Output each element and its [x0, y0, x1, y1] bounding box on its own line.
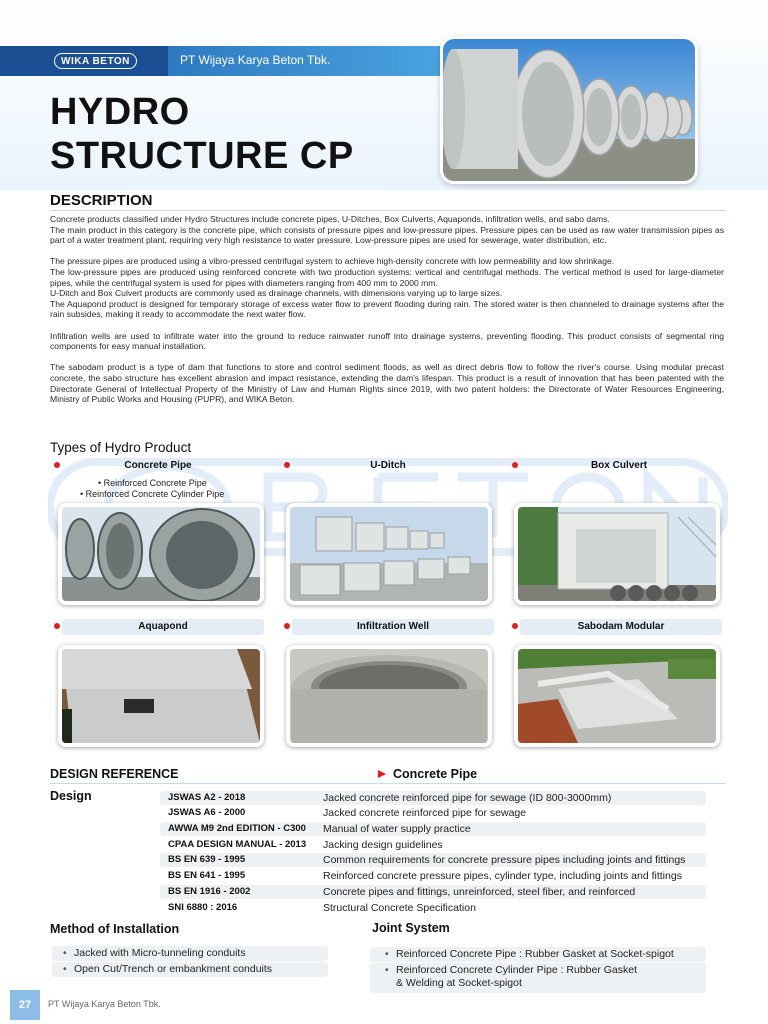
description-text: [50, 214, 724, 415]
description-sentence: Concrete products classified under Hydro Structures include concrete pipes, U-Ditches, Box Culverts, Aquaponds, infiltration wells, and sabo dams.: [50, 214, 610, 224]
title-line-2: STRUCTURE CP: [50, 135, 354, 177]
design-reference-heading: DESIGN REFERENCE: [50, 767, 179, 781]
list-item: • Reinforced Concrete Cylinder Pipe: [80, 489, 225, 499]
description-sentence: U-Ditch and Box Culvert products are commonly used as drainage channels, with dimensions varying up to large sizes.: [50, 288, 503, 299]
type-label-sabodam-modular: Sabodam Modular: [520, 619, 722, 635]
list-item: • Jacked with Micro-tunneling conduits: [74, 947, 246, 960]
section-divider: [50, 783, 726, 784]
title-line-1: HYDRO: [50, 91, 190, 133]
company-name: PT Wijaya Karya Beton Tbk.: [180, 53, 331, 67]
list-item: • Open Cut/Trench or embankment conduits: [74, 963, 272, 976]
description-paragraph: [50, 331, 724, 352]
red-bullet-icon: [512, 623, 518, 629]
footer-company: PT Wijaya Karya Beton Tbk.: [48, 999, 161, 1009]
description-sentence: The sabodam product is a type of dam that functions to store and control sediment floods, as well as direct debris flow to follow the river's course. Using modular precast concrete, the sabo structure has excellent abrasion and impact resistance, extending the dam's lifespan. This product is a result of innovation that has been patented with the Directorate General of Intellectual Property of the Ministry of Law and Human Rights since 2019, with two patent holders: the Directorate of Water Resources Engineering, Ministry of Public Works and Housing (PUPR), and WIKA Beton.: [50, 362, 724, 405]
reference-code: CPAA DESIGN MANUAL - 2013: [168, 839, 307, 850]
type-label-infiltration-well: Infiltration Well: [292, 619, 494, 635]
description-heading: DESCRIPTION: [50, 192, 153, 209]
joint-line: & Welding at Socket-spigot: [396, 977, 522, 989]
list-item: • Reinforced Concrete Pipe : Rubber Gasket at Socket-spigot: [396, 948, 674, 961]
reference-description: Jacking design guidelines: [323, 839, 443, 851]
description-paragraph: [50, 362, 724, 404]
type-label-concrete-pipe: Concrete Pipe: [124, 460, 192, 471]
reference-description: Structural Concrete Specification: [323, 902, 476, 914]
reference-description: Jacked concrete reinforced pipe for sewage: [323, 807, 527, 819]
image-concrete-pipe: [58, 503, 264, 605]
type-label-u-ditch: U-Ditch: [370, 460, 406, 471]
reference-description: Jacked concrete reinforced pipe for sewage (ID 800-3000mm): [323, 792, 612, 804]
page-title: [50, 90, 354, 178]
description-sentence: Infiltration wells are used to infiltrate water into the ground to reduce rainwater runoff into drainage systems, preventing flooding. This product consists of segmental ring components for easy manual installation.: [50, 330, 724, 352]
sublist-text: Reinforced Concrete Pipe: [103, 478, 207, 488]
design-label: Design: [50, 789, 92, 803]
image-box-culvert: [514, 503, 720, 605]
list-item: [396, 964, 637, 990]
description-paragraph: [50, 256, 724, 320]
red-bullet-icon: [284, 623, 290, 629]
sublist-text: Reinforced Concrete Cylinder Pipe: [85, 489, 225, 499]
type-label-box-culvert: Box Culvert: [590, 460, 648, 471]
reference-code: JSWAS A6 - 2000: [168, 807, 246, 818]
description-sentence: The main product in this category is the concrete pipe, which consists of pressure pipes and low-pressure pipes. Pressure pipes can be used as raw water transmission pipes as part of a water treatment plant, requiring very high resistance to water pressure. Low-pressure pipes are used for sewerage, water distribution, etc.: [50, 224, 724, 246]
reference-code: BS EN 641 - 1995: [168, 870, 246, 881]
reference-code: AWWA M9 2nd EDITION - C300: [168, 823, 306, 834]
reference-description: Reinforced concrete pressure pipes, cylinder type, including joints and fittings: [323, 870, 682, 882]
reference-code: JSWAS A2 - 2018: [168, 792, 246, 803]
reference-code: SNI 6880 : 2016: [168, 902, 238, 913]
list-item: • Reinforced Concrete Pipe: [98, 478, 207, 488]
type-label-aquapond: Aquapond: [62, 619, 264, 635]
image-sabodam-modular: [514, 645, 720, 747]
installation-heading: Method of Installation: [50, 922, 180, 936]
image-u-ditch: [286, 503, 492, 605]
wika-beton-logo: WIKA BETON: [54, 53, 137, 69]
red-triangle-icon: [378, 770, 386, 778]
section-divider: [50, 210, 726, 211]
description-sentence: The pressure pipes are produced using a vibro-pressed centrifugal system to achieve high-density concrete with low permeability and low shrinkage.: [50, 256, 615, 267]
red-bullet-icon: [54, 623, 60, 629]
reference-code: BS EN 1916 - 2002: [168, 886, 251, 897]
page-number: 27: [10, 990, 40, 1020]
joint-line: • Reinforced Concrete Cylinder Pipe : Rubber Gasket: [396, 964, 638, 976]
hero-image-concrete-pipes: [440, 36, 698, 184]
concrete-pipe-heading: Concrete Pipe: [393, 767, 478, 781]
image-infiltration-well: [286, 645, 492, 747]
description-paragraph: [50, 214, 724, 246]
concrete-pipe-sublist: [80, 478, 224, 500]
description-sentence: The low-pressure pipes are produced using reinforced concrete with two production systems: vertical and centrifugal methods. The vertical method is used for large-diameter pipes, while the centrifugal system is used for pipes with diameters ranging from 400 mm to 2000 mm.: [50, 266, 724, 288]
joint-system-heading: Joint System: [372, 921, 450, 935]
reference-description: Manual of water supply practice: [323, 823, 471, 835]
image-aquapond: [58, 645, 264, 747]
reference-code: BS EN 639 - 1995: [168, 854, 246, 865]
types-heading: Types of Hydro Product: [50, 440, 192, 455]
description-sentence: The Aquapond product is designed for temporary storage of excess water flow to prevent flooding during rain. The stored water is then channeled to drainage systems after the rain subsides, making it ready to accommodate the next water flow.: [50, 298, 724, 320]
reference-description: Common requirements for concrete pressure pipes including joints and fittings: [323, 854, 686, 866]
reference-description: Concrete pipes and fittings, unreinforced, steel fiber, and reinforced: [323, 886, 636, 898]
